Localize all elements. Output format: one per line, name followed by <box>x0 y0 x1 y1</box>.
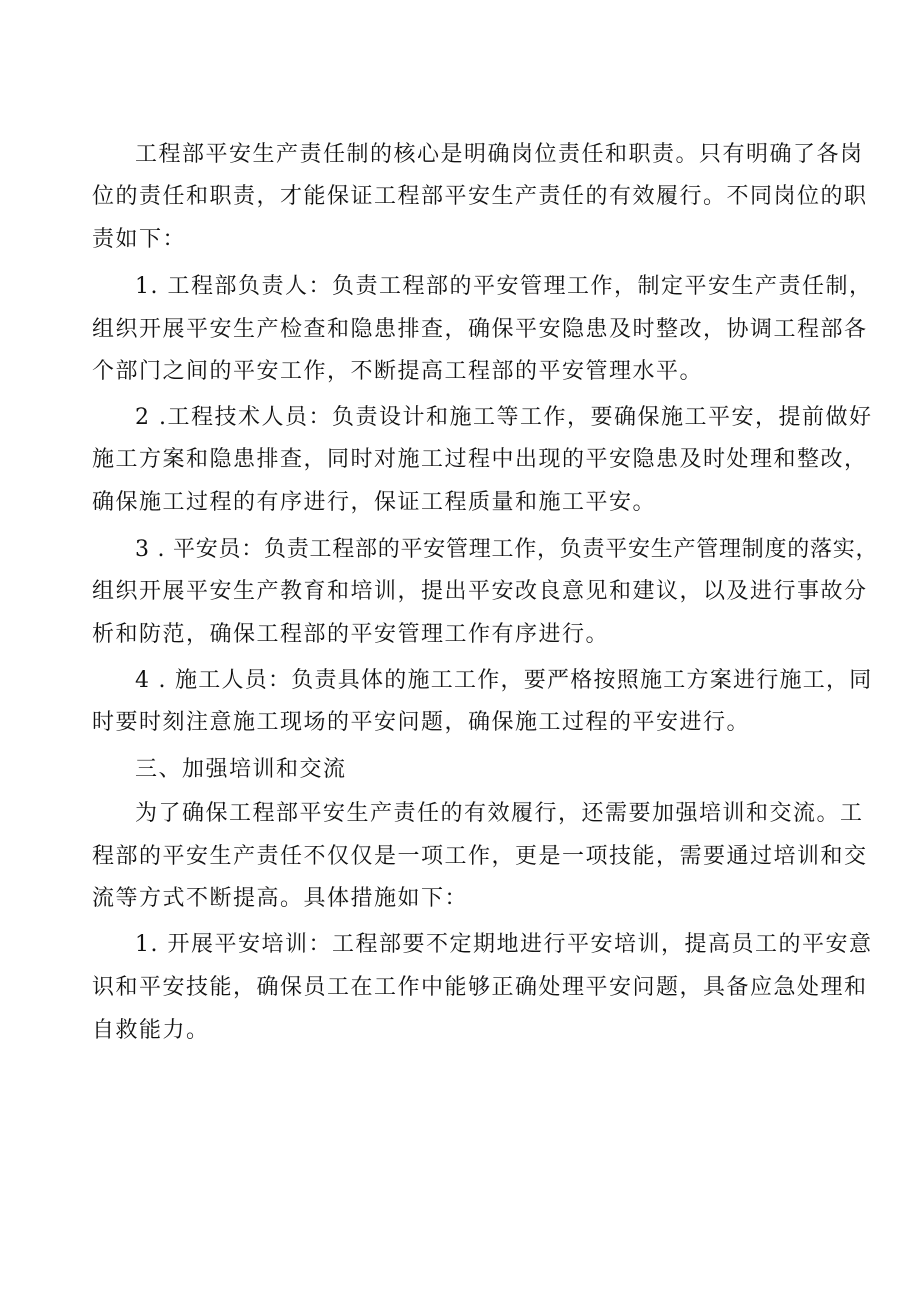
paragraph-line: 位的责任和职责，才能保证工程部平安生产责任的有效履行。不同岗位的职 <box>92 184 868 209</box>
paragraph-line: 2 .工程技术人员：负责设计和施工等工作，要确保施工平安，提前做好 <box>135 405 873 430</box>
paragraph-line: 识和平安技能，确保员工在工作中能够正确处理平安问题，具备应急处理和 <box>92 975 868 1000</box>
paragraph-line: 时要时刻注意施工现场的平安问题，确保施工过程的平安进行。 <box>92 710 751 735</box>
paragraph-line: 3 . 平安员：负责工程部的平安管理工作，负责平安生产管理制度的落实， <box>135 537 879 562</box>
paragraph-line: 施工方案和隐患排查，同时对施工过程中出现的平安隐患及时处理和整改， <box>92 447 868 472</box>
section-heading-text: 三、加强培训和交流 <box>135 757 347 782</box>
paragraph-line: 个部门之间的平安工作，不断提高工程部的平安管理水平。 <box>92 359 704 384</box>
paragraph-line: 1. 工程部负责人：负责工程部的平安管理工作，制定平安生产责任制， <box>135 274 873 299</box>
paragraph-line: 1. 开展平安培训：工程部要不定期地进行平安培训，提高员工的平安意 <box>135 932 873 957</box>
paragraph-line: 责如下： <box>92 227 187 252</box>
paragraph-line: 组织开展平安生产教育和培训，提出平安改良意见和建议，以及进行事故分 <box>92 579 868 604</box>
paragraph-line: 程部的平安生产责任不仅仅是一项工作，更是一项技能，需要通过培训和交 <box>92 844 868 869</box>
paragraph-line: 工程部平安生产责任制的核心是明确岗位责任和职责。只有明确了各岗 <box>135 142 864 167</box>
paragraph-line: 组织开展平安生产检查和隐患排查，确保平安隐患及时整改，协调工程部各 <box>92 317 868 342</box>
paragraph-line: 4 . 施工人员：负责具体的施工工作，要严格按照施工方案进行施工，同 <box>135 668 873 693</box>
paragraph-line: 流等方式不断提高。具体措施如下： <box>92 886 469 911</box>
paragraph-line: 自救能力。 <box>92 1018 210 1043</box>
paragraph-line: 确保施工过程的有序进行，保证工程质量和施工平安。 <box>92 490 657 515</box>
paragraph-line: 析和防范，确保工程部的平安管理工作有序进行。 <box>92 622 610 647</box>
paragraph-line: 为了确保工程部平安生产责任的有效履行，还需要加强培训和交流。工 <box>135 801 864 826</box>
